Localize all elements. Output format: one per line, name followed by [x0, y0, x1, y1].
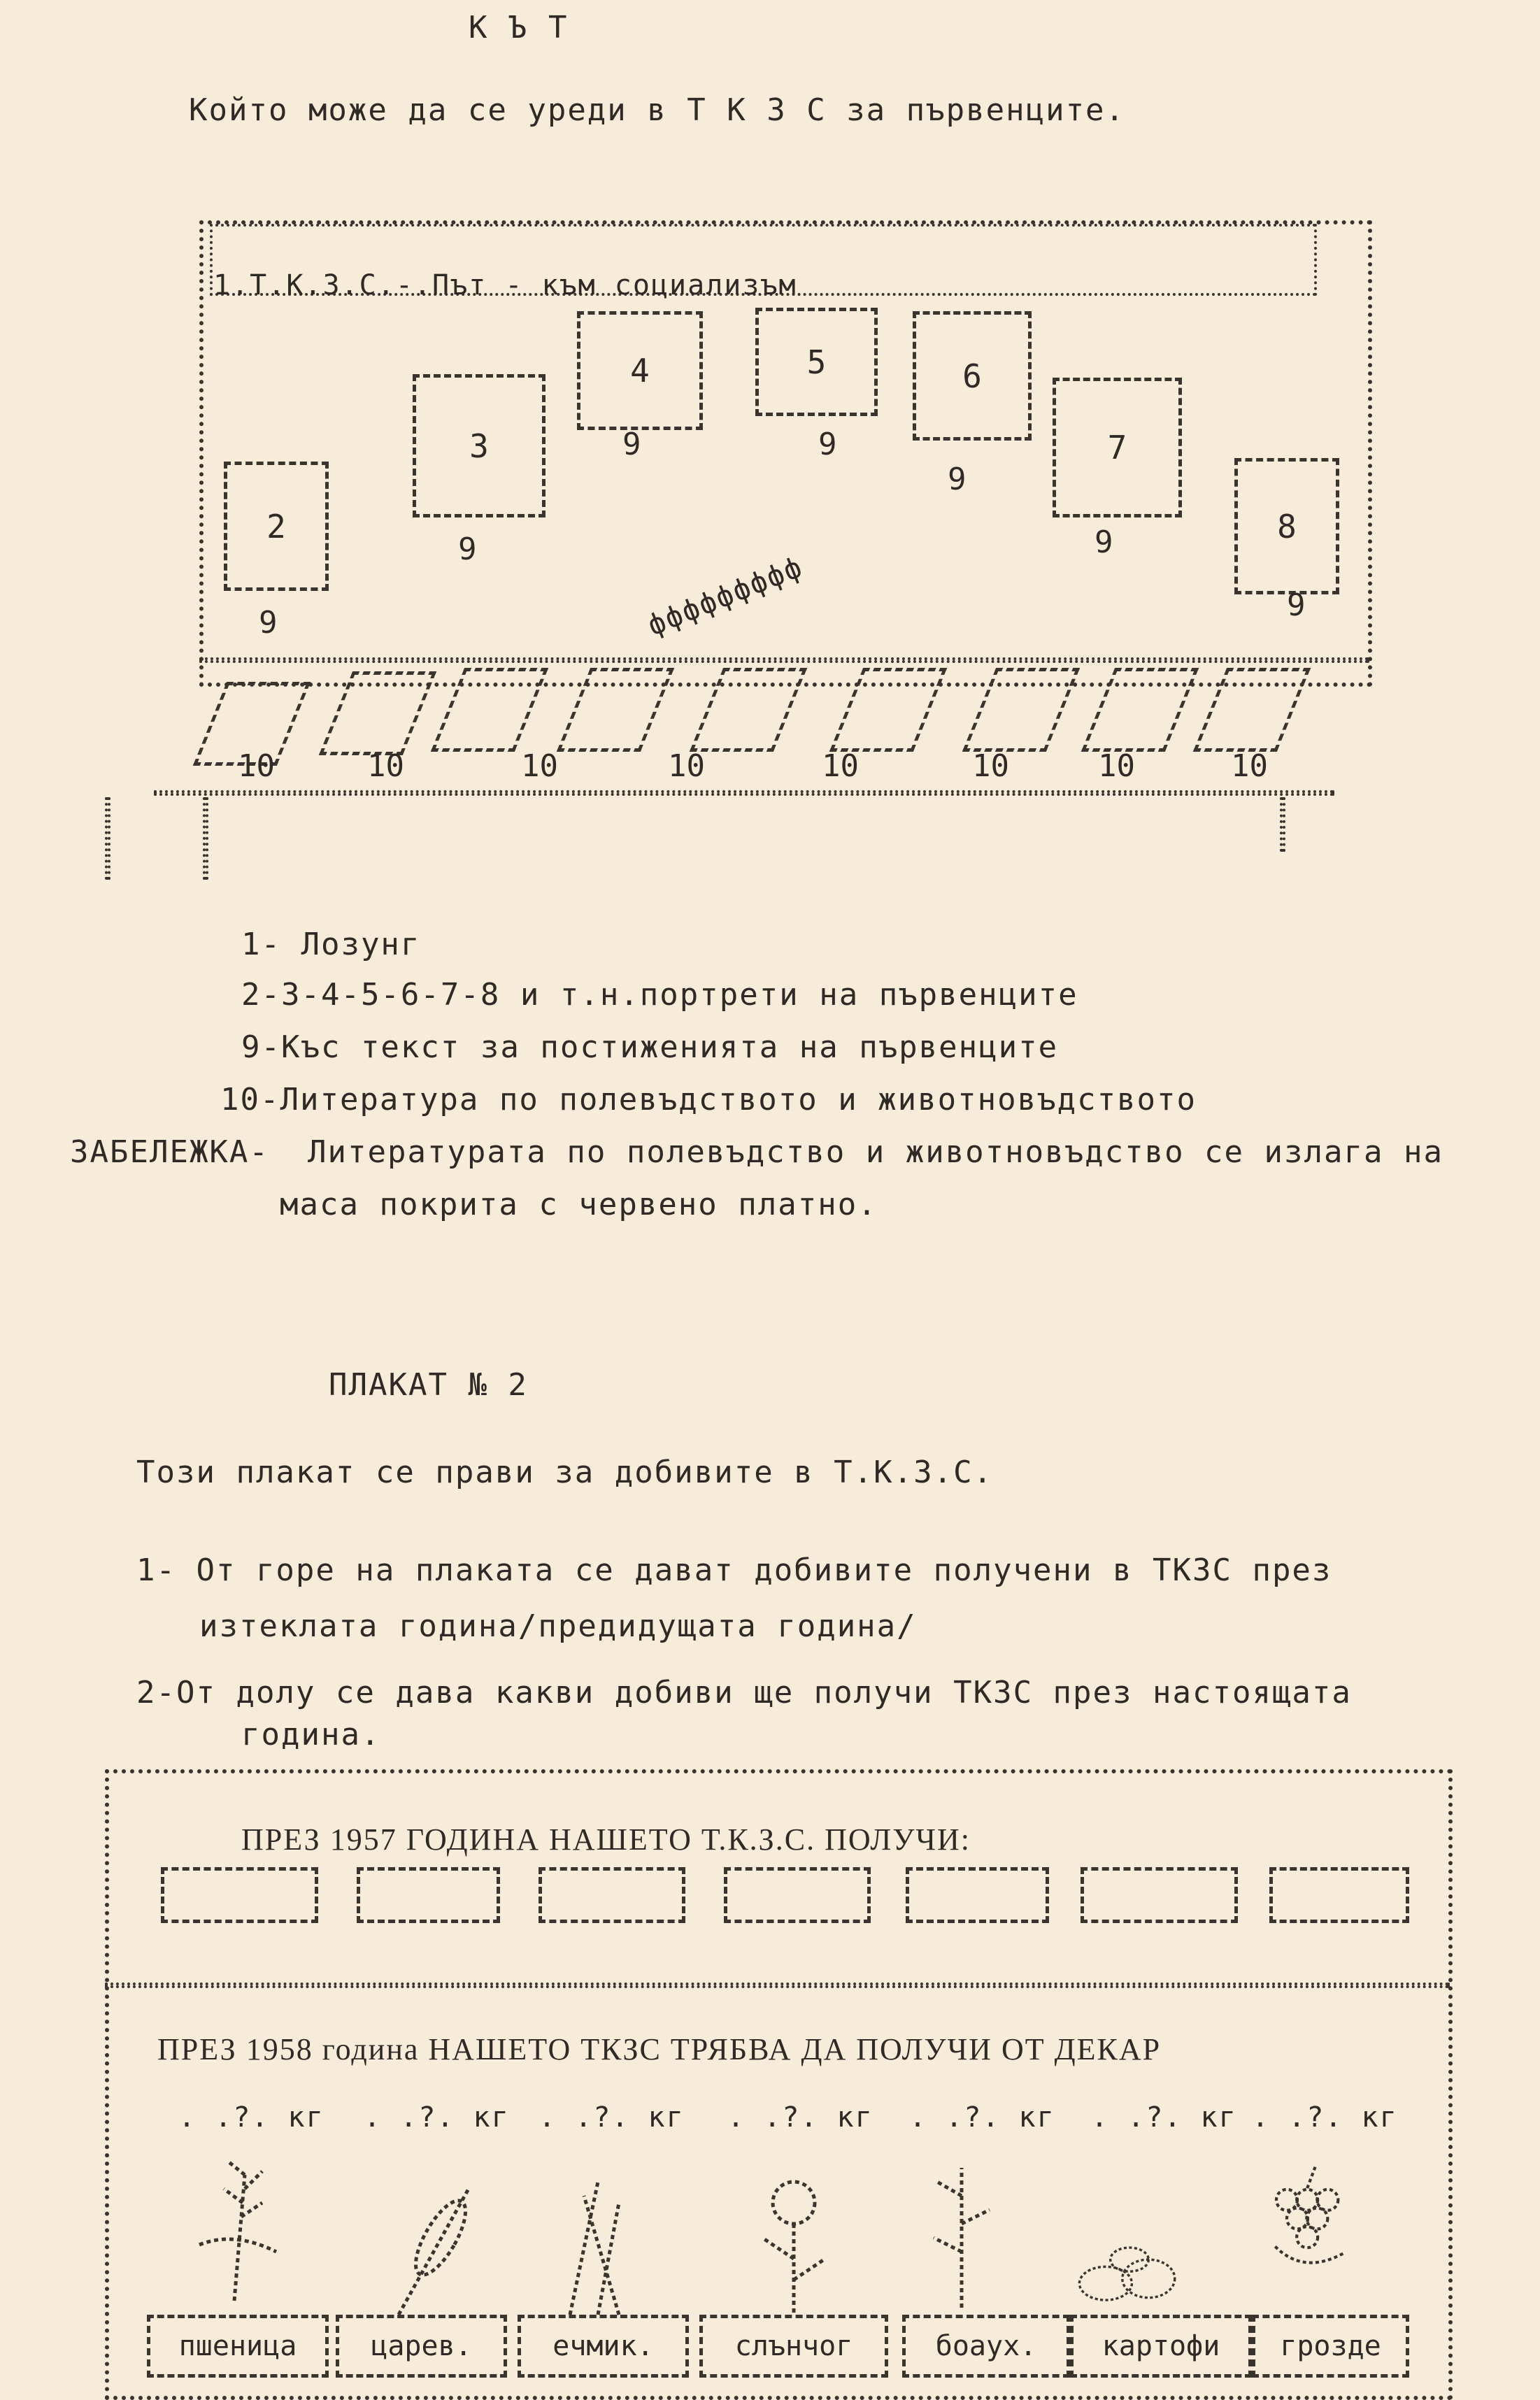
table-leg-left	[105, 797, 110, 880]
barley-drawing-icon	[542, 2161, 647, 2322]
poster2-item2-line1: 2-От долу се дава какви добиви ще получи ТКЗС през настоящата	[136, 1675, 1352, 1710]
poster2-item1-line1: 1- От горе на плаката се дават добивите получени в ТКЗС през	[136, 1552, 1332, 1588]
sunflower-drawing-icon	[741, 2161, 846, 2322]
poster2-divider	[105, 1983, 1450, 1988]
table-edge	[199, 657, 1369, 663]
table-leg-right	[1280, 797, 1285, 852]
beans-drawing-icon	[909, 2154, 1014, 2315]
portrait-box-3: 3	[413, 374, 546, 517]
portrait-box-4: 4	[577, 311, 703, 430]
text-label-9: 9	[259, 605, 278, 641]
portrait-box-6: 6	[913, 311, 1032, 441]
note-line-1: Литературата по полевъдство и животновъдство се излага на	[308, 1134, 1443, 1170]
legend-item-10: 10-Литература по полевъдството и животновъдството	[220, 1082, 1197, 1117]
amount-2: . .?. кг	[364, 2101, 510, 2134]
amount-5: . .?. кг	[909, 2101, 1055, 2134]
crop-label-sunflower: слънчог	[699, 2315, 888, 2378]
table-front	[154, 790, 1334, 796]
poster2-title: ПЛАКАТ № 2	[329, 1367, 528, 1403]
wheat-drawing-icon	[185, 2147, 290, 2308]
crop-label-grapes: грозде	[1252, 2315, 1409, 2378]
amount-1: . .?. кг	[178, 2101, 325, 2134]
yield-box-1957	[539, 1867, 685, 1923]
amount-6: . .?. кг	[1091, 2101, 1237, 2134]
portrait-box-5: 5	[755, 308, 878, 416]
page-title: К Ъ Т	[469, 10, 569, 45]
legend-item-9: 9-Къс текст за постиженията на първенците	[241, 1029, 1059, 1065]
poster2-intro: Този плакат се прави за добивите в Т.К.З.С.	[136, 1455, 994, 1490]
text-label-9: 9	[818, 427, 837, 462]
poster2-row1-title: ПРЕЗ 1957 ГОДИНА НАШЕТО Т.К.З.С. ПОЛУЧИ:	[241, 1822, 971, 1857]
yield-box-1957	[1081, 1867, 1238, 1923]
yield-box-1957	[1269, 1867, 1409, 1923]
text-label-10: 10	[238, 748, 275, 784]
amount-7: . .?. кг	[1252, 2101, 1398, 2134]
text-label-10: 10	[521, 748, 558, 784]
text-label-9: 9	[1287, 587, 1306, 623]
corn-drawing-icon	[385, 2168, 490, 2329]
yield-box-1957	[357, 1867, 500, 1923]
legend-item-1: 1- Лозунг	[241, 927, 421, 962]
text-label-10: 10	[1098, 748, 1135, 784]
yield-box-1957	[906, 1867, 1049, 1923]
yield-box-1957	[161, 1867, 318, 1923]
yield-box-1957	[724, 1867, 871, 1923]
poster2-item2-line2: година.	[241, 1717, 381, 1752]
crop-label-wheat: пшеница	[147, 2315, 329, 2378]
amount-4: . .?. кг	[727, 2101, 874, 2134]
portrait-box-7: 7	[1053, 378, 1182, 517]
legend-item-2: 2-3-4-5-6-7-8 и т.н.портрети на първенците	[241, 977, 1078, 1013]
crop-label-beans: боаух.	[902, 2315, 1070, 2378]
banner-text: 1.Т.К.З.С.-.Път - към социализъм	[213, 269, 797, 301]
text-label-10: 10	[972, 748, 1009, 784]
note-line-2: маса покрита с червено платно.	[280, 1187, 878, 1222]
text-label-9: 9	[458, 531, 477, 567]
amount-3: . .?. кг	[539, 2101, 685, 2134]
poster2-row2-title: ПРЕЗ 1958 година НАШЕТО ТКЗС ТРЯБВА ДА ПОЛУЧИ ОТ ДЕКАР	[157, 2032, 1162, 2066]
text-label-10: 10	[822, 748, 859, 784]
crop-label-potato: картофи	[1070, 2315, 1252, 2378]
intro-line: Който може да се уреди в Т К З С за първенците.	[189, 92, 1126, 128]
text-label-10: 10	[367, 748, 404, 784]
crop-label-corn: царев.	[336, 2315, 507, 2378]
portrait-box-8: 8	[1234, 458, 1339, 594]
portrait-box-2: 2	[224, 462, 329, 591]
text-label-9: 9	[622, 427, 641, 462]
crop-label-barley: ечмик.	[518, 2315, 689, 2378]
note-label: ЗАБЕЛЕЖКА-	[70, 1134, 269, 1170]
poster2-item1-line2: изтеклата година/предидущата година/	[199, 1608, 917, 1644]
text-label-9: 9	[948, 462, 967, 497]
grapes-drawing-icon	[1252, 2140, 1357, 2301]
text-label-10: 10	[1231, 748, 1268, 784]
text-label-10: 10	[668, 748, 705, 784]
center-scribble: ффффффффф	[643, 550, 808, 643]
text-label-9: 9	[1095, 524, 1113, 560]
table-leg-left-inner	[203, 797, 208, 880]
